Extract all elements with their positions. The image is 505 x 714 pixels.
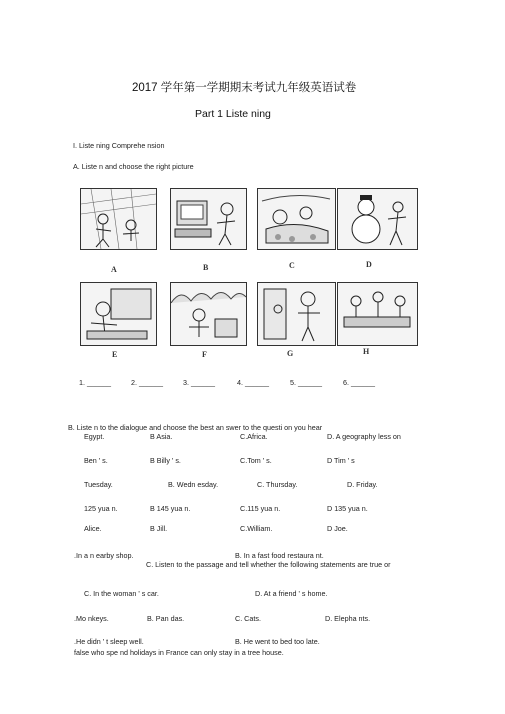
q-row-3-a: Tuesday. [84,480,113,489]
q-row-5-d: D Joe. [327,524,348,533]
answer-blank-4[interactable]: 4. ______ [237,378,269,387]
picture-label-b: B [203,263,209,272]
q-row-4-c: C.115 yua n. [240,504,281,513]
c-row-3-b: B. He went to bed too late. [235,637,320,646]
q-row-6-b: B. In a fast food restaura nt. [235,551,324,560]
q-row-1-d: D. A geography less on [327,432,401,441]
q-row-4-a: 125 yua n. [84,504,118,513]
answer-blank-3[interactable]: 3. ______ [183,378,215,387]
q-row-5-b: B Jill. [150,524,168,533]
picture-label-e: E [112,350,118,359]
section-heading: I. Liste ning Comprehe nsion [73,141,165,150]
q-row-2-d: D Tim ' s [327,456,355,465]
picture-d [337,188,418,250]
picture-g [257,282,336,346]
q-row-5-c: C.William. [240,524,273,533]
c-row-2-a: .Mo nkeys. [74,614,109,623]
part-heading: Part 1 Liste ning [195,108,271,120]
c-row-2-d: D. Elepha nts. [325,614,371,623]
picture-label-a: A [111,265,117,274]
q-row-1-c: C.Africa. [240,432,268,441]
exam-title: 2017 学年第一学期期末考试九年级英语试卷 [132,82,357,94]
answer-blank-6[interactable]: 6. ______ [343,378,375,387]
c-row-3-a: .He didn ' t sleep well. [74,637,144,646]
picture-e [80,282,157,346]
q-row-1-a: Egypt. [84,432,105,441]
part-b-instruction: B. Liste n to the dialogue and choose the best an swer to the questi on you hear [68,423,323,432]
c-row-1-b: D. At a friend ' s home. [255,589,328,598]
q-row-6-a: .In a n earby shop. [74,551,134,560]
part-a-instruction: A. Liste n and choose the right picture [73,162,194,171]
picture-a [80,188,157,250]
part-c-instruction: C. Listen to the passage and tell whether the following statements are true or [146,560,391,569]
q-row-1-b: B Asia. [150,432,173,441]
q-row-2-c: C.Tom ' s. [240,456,272,465]
c-row-1-a: C. In the woman ' s car. [84,589,159,598]
answer-blank-2[interactable]: 2. ______ [131,378,163,387]
q-row-2-a: Ben ' s. [84,456,108,465]
q-row-4-d: D 135 yua n. [327,504,368,513]
answer-blank-1[interactable]: 1. ______ [79,378,111,387]
picture-label-f: F [202,350,207,359]
q-row-4-b: B 145 yua n. [150,504,191,513]
picture-b [170,188,247,250]
c-row-2-b: B. Pan das. [147,614,185,623]
picture-f [170,282,247,346]
picture-label-c: C [289,261,295,270]
picture-label-g: G [287,349,294,358]
q-row-3-c: C. Thursday. [257,480,298,489]
answer-blank-5[interactable]: 5. ______ [290,378,322,387]
picture-label-d: D [366,260,372,269]
picture-h [337,282,418,346]
picture-label-h: H [363,347,370,356]
q-row-5-a: Alice. [84,524,102,533]
q-row-2-b: B Billy ' s. [150,456,181,465]
q-row-3-d: D. Friday. [347,480,378,489]
q-row-3-b: B. Wedn esday. [168,480,219,489]
picture-c [257,188,336,250]
statement-line: false who spe nd holidays in France can only stay in a tree house. [74,648,284,657]
c-row-2-c: C. Cats. [235,614,261,623]
